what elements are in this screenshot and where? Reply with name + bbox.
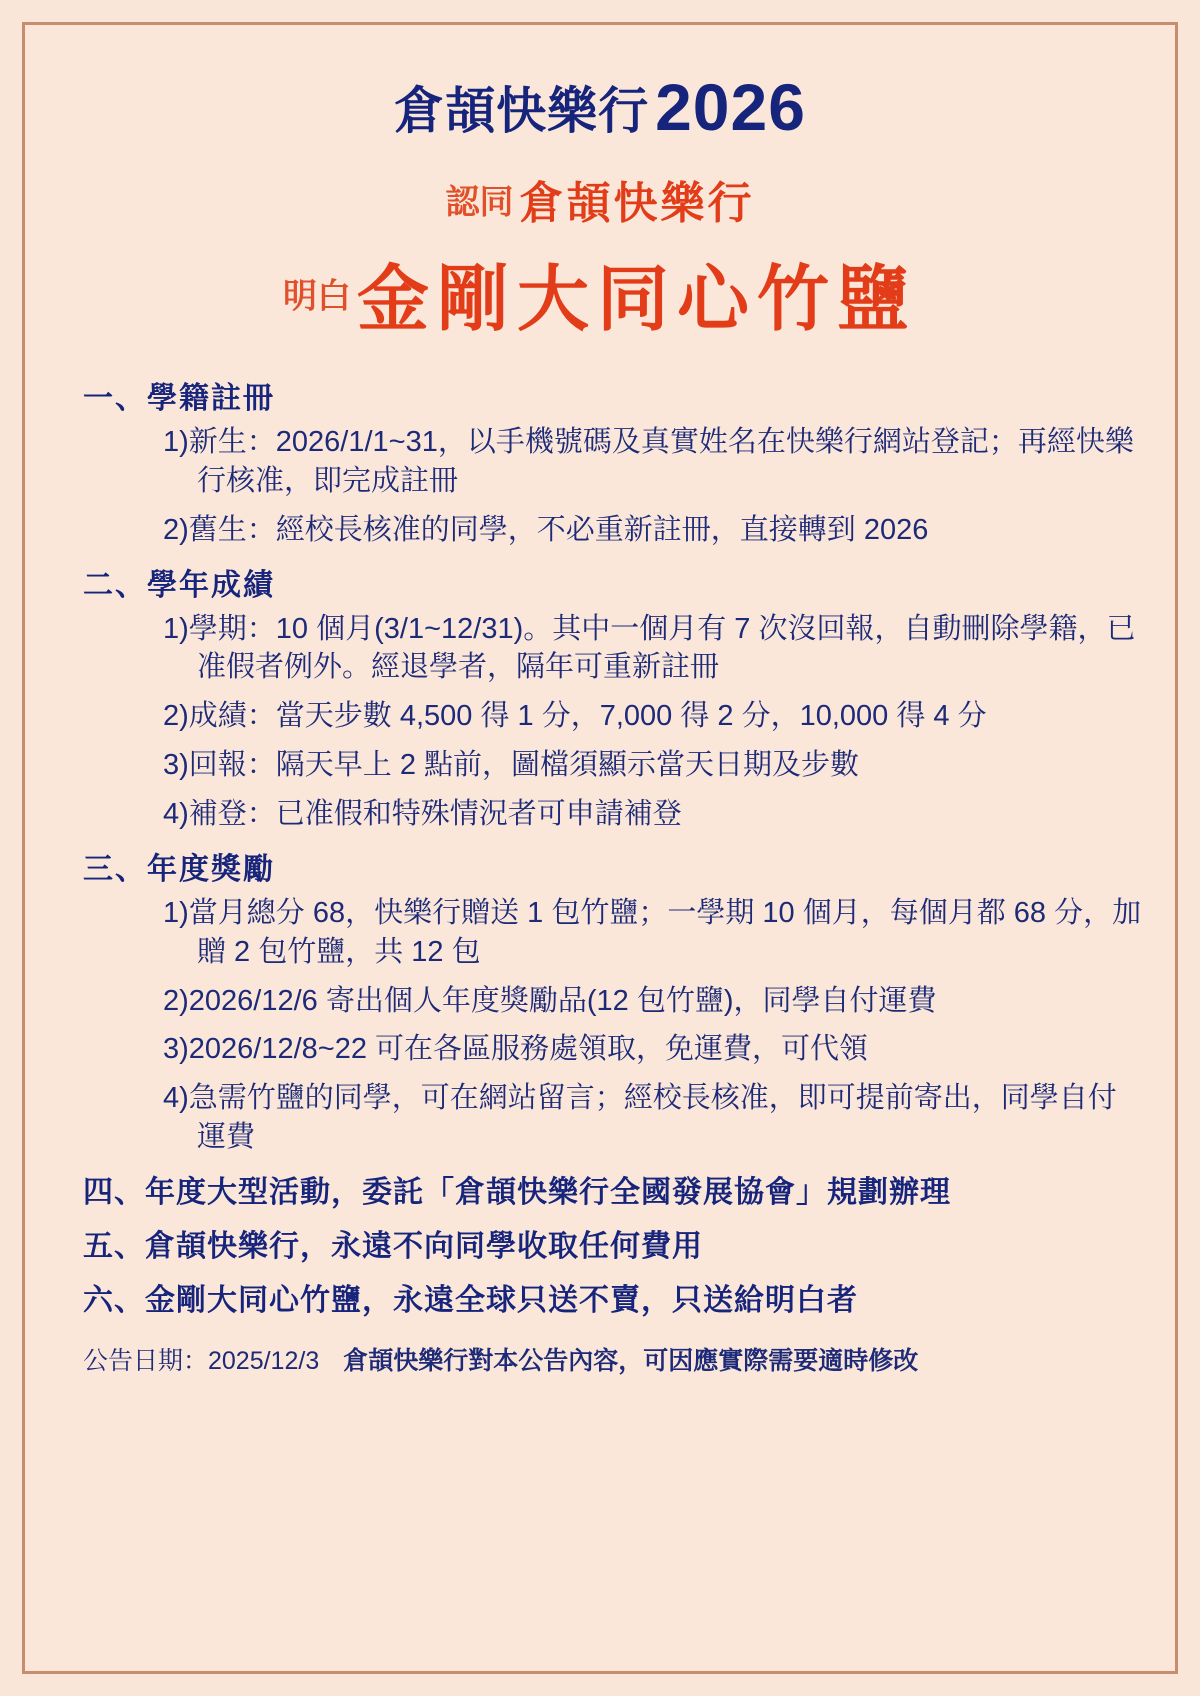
section-3-item-2: 2)2026/12/6 寄出個人年度獎勵品(12 包竹鹽)，同學自付運費 <box>163 984 937 1017</box>
section-1-item-1: 1)新生：2026/1/1~31，以手機號碼及真實姓名在快樂行網站登記；再經快樂行核准，即完成註冊 <box>163 426 1134 497</box>
poster-frame <box>22 22 1178 1674</box>
section-3-item-4: 4)急需竹鹽的同學，可在網站留言；經校長核准，即可提前寄出，同學自付運費 <box>163 1082 1117 1154</box>
footer-note: 倉頡快樂行對本公告內容，可因應實際需要適時修改 <box>343 1347 919 1376</box>
poster-footer <box>83 1341 1145 1377</box>
section-3-item-3: 3)2026/12/8~22 可在各區服務處領取，免運費，可代領 <box>163 1033 869 1066</box>
subtitle-1-prefix: 認同 <box>445 183 514 222</box>
subtitle-line-1 <box>55 167 1145 231</box>
section-heading-1: 一、學籍註冊 <box>83 382 275 415</box>
section-line-4: 四、年度大型活動，委託「倉頡快樂行全國發展協會」規劃辦理 <box>83 1176 951 1210</box>
footer-date: 公告日期：2025/12/3 <box>83 1347 320 1376</box>
subtitle-1-main: 倉頡快樂行 <box>519 179 755 228</box>
subtitle-line-2 <box>55 241 1145 345</box>
section-heading-2: 二、學年成績 <box>83 568 275 602</box>
poster-title <box>55 69 1145 145</box>
subtitle-2-main: 金剛大同心竹鹽 <box>356 260 917 340</box>
section-1-item-2: 2)舊生：經校長核准的同學，不必重新註冊，直接轉到 2026 <box>163 513 929 546</box>
section-2-item-4: 4)補登：已准假和特殊情況者可申請補登 <box>163 798 682 831</box>
section-heading-3: 三、年度獎勵 <box>83 852 275 886</box>
title-year-text: 2026 <box>655 70 806 144</box>
section-line-5: 五、倉頡快樂行，永遠不向同學收取任何費用 <box>83 1230 703 1264</box>
poster-body <box>55 373 1145 1377</box>
title-main-text: 倉頡快樂行 <box>394 83 650 139</box>
section-2-item-3: 3)回報：隔天早上 2 點前，圖檔須顯示當天日期及步數 <box>163 749 860 782</box>
section-3-item-1: 1)當月總分 68，快樂行贈送 1 包竹鹽；一學期 10 個月，每個月都 68 分，加贈 2 包竹鹽，共 12 包 <box>163 896 1142 968</box>
section-2-item-2: 2)成績：當天步數 4,500 得 1 分，7,000 得 2 分，10,000 得 4 分 <box>163 700 987 733</box>
section-2-item-1: 1)學期：10 個月(3/1~12/31)。其中一個月有 7 次沒回報，自動刪除學籍，已准假者例外。經退學者，隔年可重新註冊 <box>163 612 1136 684</box>
section-line-6: 六、金剛大同心竹鹽，永遠全球只送不賣，只送給明白者 <box>83 1284 858 1318</box>
subtitle-2-prefix: 明白 <box>282 277 351 316</box>
